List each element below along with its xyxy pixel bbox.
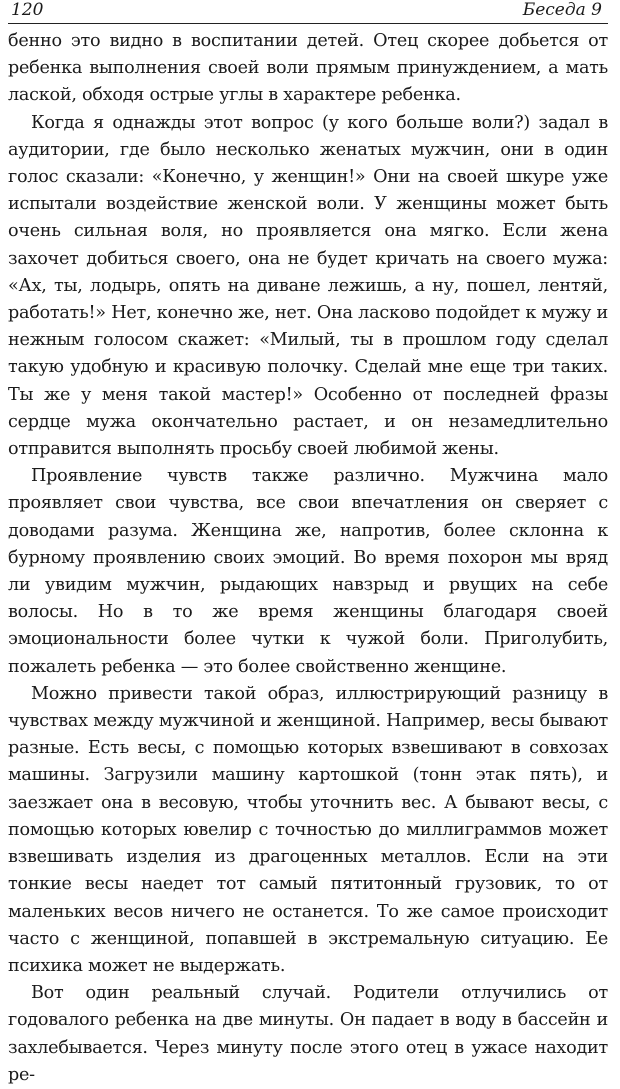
page-number: 120 — [11, 0, 44, 20]
body-text — [8, 28, 608, 1089]
section-title: Беседа 9 — [522, 0, 602, 20]
paragraph: Когда я однажды этот вопрос (у кого больше воли?) задал в аудитории, где было несколько женатых мужчин, они в один голос сказали: «Конечно, у женщин!» Они на своей шкуре уже испытали воздействие женской воли. У женщины может быть очень сильная воля, но проявляется она мягко. Если жена захочет добиться своего, она не будет кричать на своего мужа: «Ах, ты, лодырь, опять на диване лежишь, а ну, пошел, лентяй, работать!» Нет, конечно же, нет. Она ласково подойдет к мужу и нежным голосом скажет: «Милый, ты в прошлом году сделал такую удобную и красивую полочку. Сделай мне еще три таких. Ты же у меня такой мастер!» Особенно от последней фразы сердце мужа окончательно растает, и он незамедлительно отправится выполнять просьбу своей любимой жены. — [8, 112, 608, 460]
paragraph: Проявление чувств также различно. Мужчина мало проявляет свои чувства, все свои впечатления он сверяет с доводами разума. Женщина же, напротив, более склонна к бурному проявлению своих эмоций. Во время похорон мы вряд ли увидим мужчин, рыдающих навзрыд и рвущих на себе волосы. Но в то же время женщины благодаря своей эмоциональности более чутки к чужой боли. Приголубить, пожалеть ребенка — это более свойственно женщине. — [8, 466, 608, 677]
paragraph-continued: бенно это видно в воспитании детей. Отец скорее добьется от ребенка выполнения своей воли прямым принуждением, а мать лаской, обходя острые углы в характере ребенка. — [8, 31, 608, 106]
paragraph: Вот один реальный случай. Родители отлучились от годовалого ребенка на две минуты. Он падает в воду в бассейн и захлебывается. Через минуту после этого отец в ужасе находит ре- — [8, 983, 608, 1085]
paragraph: Можно привести такой образ, иллюстрирующий разницу в чувствах между мужчиной и женщиной. Например, весы бывают разные. Есть весы, с помощью которых взвешивают в совхозах машины. Загрузили машину картошкой (тонн этак пять), и заезжает она в весовую, чтобы уточнить вес. А бывают весы, с помощью которых ювелир с точностью до миллиграммов может взвешивать изделия из драгоценных металлов. Если на эти тонкие весы наедет тот самый пятитонный грузовик, то от маленьких весов ничего не останется. То же самое происходит часто с женщиной, попавшей в экстремальную ситуацию. Ее психика может не выдержать. — [8, 683, 608, 976]
running-header — [8, 0, 608, 24]
